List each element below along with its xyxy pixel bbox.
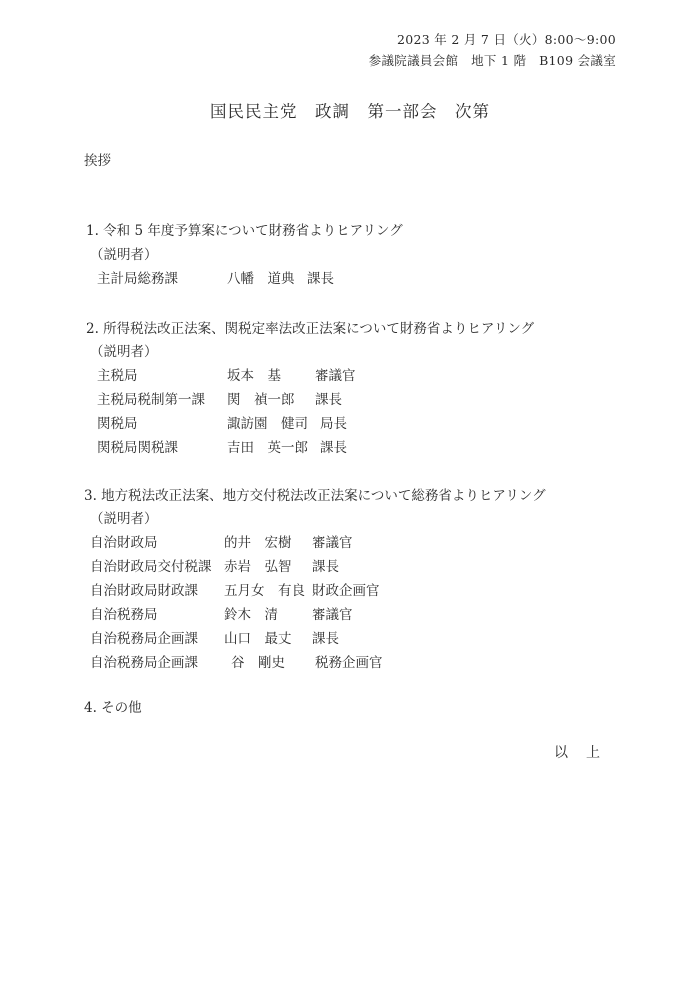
presenter-dept: 自治税務局企画課 <box>90 631 198 647</box>
presenter-name: 鈴木 清 <box>224 607 278 623</box>
presenter-name: 関 禎一郎 <box>227 392 295 408</box>
presenter-dept: 自治財政局交付税課 <box>90 559 212 575</box>
presenter-title: 課長 <box>312 631 339 647</box>
agenda-item-1-presenters-label: （説明者） <box>90 247 158 263</box>
presenter-title: 審議官 <box>315 368 356 384</box>
presenter-title: 課長 <box>312 559 339 575</box>
agenda-item-2-heading: 2. 所得税法改正法案、関税定率法改正法案について財務省よりヒアリング <box>86 321 535 337</box>
presenter-name: 五月女 有良 <box>224 583 305 599</box>
presenter-name: 諏訪園 健司 <box>227 416 308 432</box>
agenda-item-4-heading: 4. その他 <box>84 700 142 716</box>
presenter-title: 課長 <box>315 392 342 408</box>
presenter-name: 坂本 基 <box>227 368 281 384</box>
presenter-dept: 自治税務局 <box>90 607 158 623</box>
greeting: 挨拶 <box>84 153 111 169</box>
presenter-title: 課長 <box>307 271 334 287</box>
agenda-item-1-heading: 1. 令和 5 年度予算案について財務省よりヒアリング <box>86 223 403 239</box>
presenter-name: 赤岩 弘智 <box>224 559 292 575</box>
presenter-title: 課長 <box>320 440 347 456</box>
presenter-dept: 関税局関税課 <box>97 440 178 456</box>
presenter-dept: 主税局 <box>97 368 138 384</box>
presenter-name: 吉田 英一郎 <box>227 440 308 456</box>
presenter-name: 谷 剛史 <box>231 655 285 671</box>
agenda-item-3-presenters-label: （説明者） <box>90 511 158 527</box>
presenter-title: 審議官 <box>312 607 353 623</box>
presenter-dept: 主税局税制第一課 <box>97 392 205 408</box>
presenter-name: 八幡 道典 <box>227 271 295 287</box>
presenter-title: 税務企画官 <box>315 655 383 671</box>
agenda-item-2-presenters-label: （説明者） <box>90 344 158 360</box>
presenter-title: 審議官 <box>312 535 353 551</box>
page-title: 国民民主党 政調 第一部会 次第 <box>210 102 490 121</box>
presenter-dept: 関税局 <box>97 416 138 432</box>
presenter-name: 的井 宏樹 <box>224 535 292 551</box>
presenter-dept: 自治財政局 <box>90 535 158 551</box>
presenter-dept: 自治税務局企画課 <box>90 655 198 671</box>
presenter-name: 山口 最丈 <box>224 631 292 647</box>
closing-mark: 以 上 <box>554 745 602 761</box>
presenter-dept: 自治財政局財政課 <box>90 583 198 599</box>
presenter-title: 財政企画官 <box>312 583 380 599</box>
meeting-datetime: 2023 年 2 月 7 日（火）8:00～9:00 <box>396 32 616 47</box>
agenda-item-3-heading: 3. 地方税法改正法案、地方交付税法改正法案について総務省よりヒアリング <box>84 488 546 504</box>
presenter-dept: 主計局総務課 <box>97 271 178 287</box>
meeting-venue: 参議院議員会館 地下 1 階 B109 会議室 <box>368 53 616 68</box>
presenter-title: 局長 <box>320 416 347 432</box>
